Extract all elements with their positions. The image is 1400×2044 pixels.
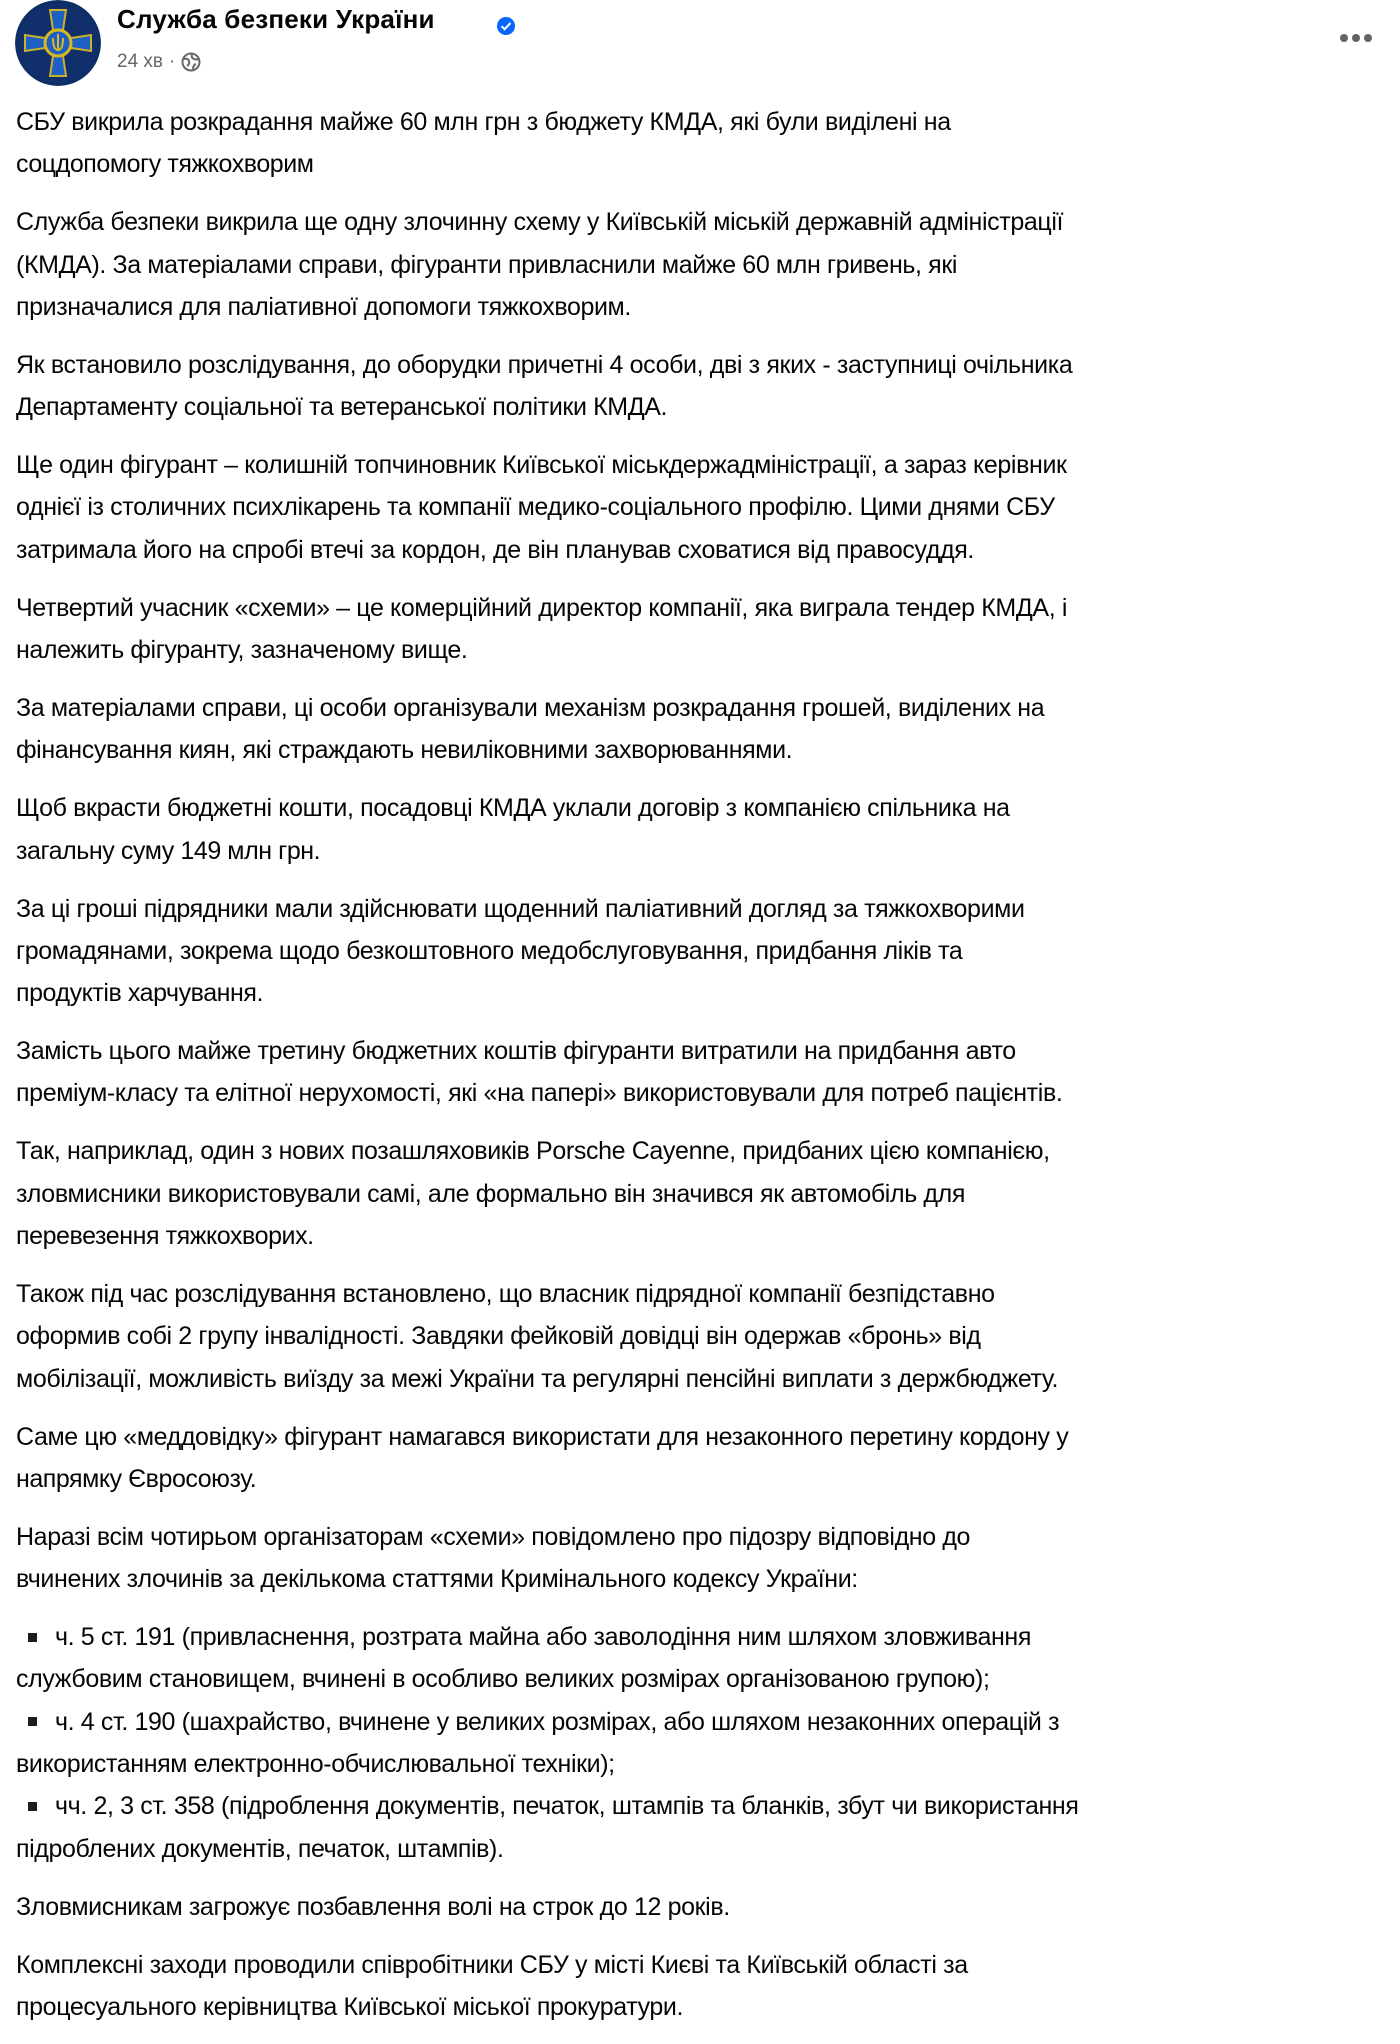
- text-line: Як встановило розслідування, до оборудки причетні 4 особи, дві з яких - заступниці очільника: [16, 350, 1073, 379]
- page-avatar[interactable]: [15, 0, 101, 86]
- post-headline-line: соцдопомогу тяжкохворим: [16, 150, 314, 179]
- post-meta: [117, 51, 201, 73]
- post-paragraph: [16, 1130, 1396, 1257]
- text-line: належить фігуранту, зазначеному вище.: [16, 636, 468, 665]
- text-line: фінансування киян, які страждають невиліковними захворюваннями.: [16, 736, 793, 765]
- charge-item: [16, 1616, 1396, 1658]
- charges-list: [16, 1616, 1396, 1870]
- post-headline-line: СБУ викрила розкрадання майже 60 млн грн з бюджету КМДА, які були виділені на: [16, 108, 951, 136]
- square-bullet-icon: [28, 1633, 37, 1642]
- post-paragraph: [16, 1886, 1396, 1928]
- post-text: [16, 101, 1396, 2044]
- charge-text: ч. 5 ст. 191 (привласнення, розтрата майна або заволодіння ним шляхом зловживання: [55, 1623, 1032, 1652]
- text-line: продуктів харчування.: [16, 979, 263, 1008]
- text-line: Ще один фігурант – колишній топчиновник Київської міськдержадміністрації, а зараз керівник: [16, 451, 1067, 480]
- text-line: напрямку Євросоюзу.: [16, 1464, 257, 1493]
- text-line: оформив собі 2 групу інвалідності. Завдяки фейковій довідці він одержав «бронь» від: [16, 1322, 981, 1351]
- more-dot-icon: [1364, 34, 1372, 42]
- text-line: перевезення тяжкохворих.: [16, 1222, 314, 1251]
- text-line: Наразі всім чотирьом організаторам «схеми» повідомлено про підозру відповідно до: [16, 1522, 971, 1551]
- text-line: однієї із столичних психлікарень та компанії медико-соціального профілю. Цими днями СБУ: [16, 493, 1055, 522]
- square-bullet-icon: [28, 1802, 37, 1811]
- post-header: [0, 0, 1400, 90]
- text-line: За ці гроші підрядники мали здійснювати щоденний паліативний догляд за тяжкохворими: [16, 894, 1025, 923]
- post-paragraph: [16, 587, 1396, 672]
- post-paragraph: [16, 1030, 1396, 1115]
- text-line: Саме цю «меддовідку» фігурант намагався використати для незаконного перетину кордону у: [16, 1422, 1069, 1451]
- charge-text: ч. 4 ст. 190 (шахрайство, вчинене у великих розмірах, або шляхом незаконних операцій з: [55, 1707, 1060, 1736]
- text-line: затримала його на спробі втечі за кордон, де він планував сховатися від правосуддя.: [16, 535, 974, 564]
- post-paragraph: [16, 444, 1396, 571]
- text-line: (КМДА). За матеріалами справи, фігуранти привласнили майже 60 млн гривень, які: [16, 250, 958, 279]
- post-paragraph: [16, 1944, 1396, 2029]
- verified-badge-icon: [496, 16, 516, 36]
- charge-text: чч. 2, 3 ст. 358 (підроблення документів, печаток, штампів та бланків, збут чи використання: [55, 1792, 1079, 1821]
- charge-item-continued: службовим становищем, вчинені в особливо великих розмірах організованою групою);: [16, 1665, 990, 1694]
- text-line: призначалися для паліативної допомоги тяжкохворим.: [16, 292, 631, 321]
- text-line: Департаменту соціальної та ветеранської політики КМДА.: [16, 393, 668, 422]
- charge-item-continued: використанням електронно-обчислювальної техніки);: [16, 1750, 615, 1779]
- text-line: Також під час розслідування встановлено, що власник підрядної компанії безпідставно: [16, 1280, 995, 1308]
- post-paragraph: [16, 1416, 1396, 1501]
- post-paragraph: [16, 687, 1396, 772]
- post-paragraph: [16, 1273, 1396, 1400]
- text-line: Так, наприклад, один з нових позашляховиків Porsche Cayenne, придбаних цією компанією,: [16, 1137, 1050, 1166]
- text-line: Зловмисникам загрожує позбавлення волі на строк до 12 років.: [16, 1892, 730, 1921]
- post-paragraph: [16, 101, 1396, 186]
- page-name-link[interactable]: Служба безпеки України: [117, 4, 435, 34]
- square-bullet-icon: [28, 1717, 37, 1726]
- text-line: преміум-класу та елітної нерухомості, які «на папері» використовували для потреб пацієнтів.: [16, 1079, 1063, 1108]
- charge-item: [16, 1701, 1396, 1743]
- text-line: Комплексні заходи проводили співробітники СБУ у місті Києві та Київській області за: [16, 1950, 968, 1979]
- text-line: За матеріалами справи, ці особи організували механізм розкрадання грошей, виділених на: [16, 694, 1045, 722]
- text-line: мобілізації, можливість виїзду за межі України та регулярні пенсійні виплати з держбюджету.: [16, 1364, 1059, 1393]
- more-dot-icon: [1340, 34, 1348, 42]
- sbu-emblem-icon: [15, 0, 101, 86]
- text-line: Щоб вкрасти бюджетні кошти, посадовці КМДА уклали договір з компанією спільника на: [16, 794, 1010, 823]
- text-line: вчинених злочинів за декількома статтями Кримінального кодексу України:: [16, 1565, 858, 1594]
- post-timestamp-link[interactable]: 24 хв: [117, 51, 164, 72]
- meta-separator: ·: [169, 51, 176, 72]
- text-line: Четвертий учасник «схеми» – це комерційний директор компанії, яка виграла тендер КМДА, і: [16, 593, 1068, 622]
- text-line: загальну суму 149 млн грн.: [16, 836, 321, 865]
- post-paragraph: [16, 1516, 1396, 1601]
- more-dot-icon: [1352, 34, 1360, 42]
- more-options-button[interactable]: [1330, 20, 1382, 56]
- text-line: громадянами, зокрема щодо безкоштовного медобслуговування, придбання ліків та: [16, 936, 963, 965]
- post-paragraph: [16, 344, 1396, 429]
- post-paragraph: [16, 787, 1396, 872]
- post-paragraph: [16, 201, 1396, 328]
- globe-icon[interactable]: [181, 52, 201, 72]
- text-line: зловмисники використовували самі, але формально він значився як автомобіль для: [16, 1179, 966, 1208]
- text-line: процесуального керівництва Київської міської прокуратури.: [16, 1992, 684, 2021]
- text-line: Служба безпеки викрила ще одну злочинну схему у Київській міській державній адміністрації: [16, 208, 1064, 237]
- post-paragraph: [16, 888, 1396, 1015]
- charge-item-continued: підроблених документів, печаток, штампів).: [16, 1834, 504, 1863]
- charge-item: [16, 1785, 1396, 1827]
- text-line: Замість цього майже третину бюджетних коштів фігуранти витратили на придбання авто: [16, 1037, 1016, 1066]
